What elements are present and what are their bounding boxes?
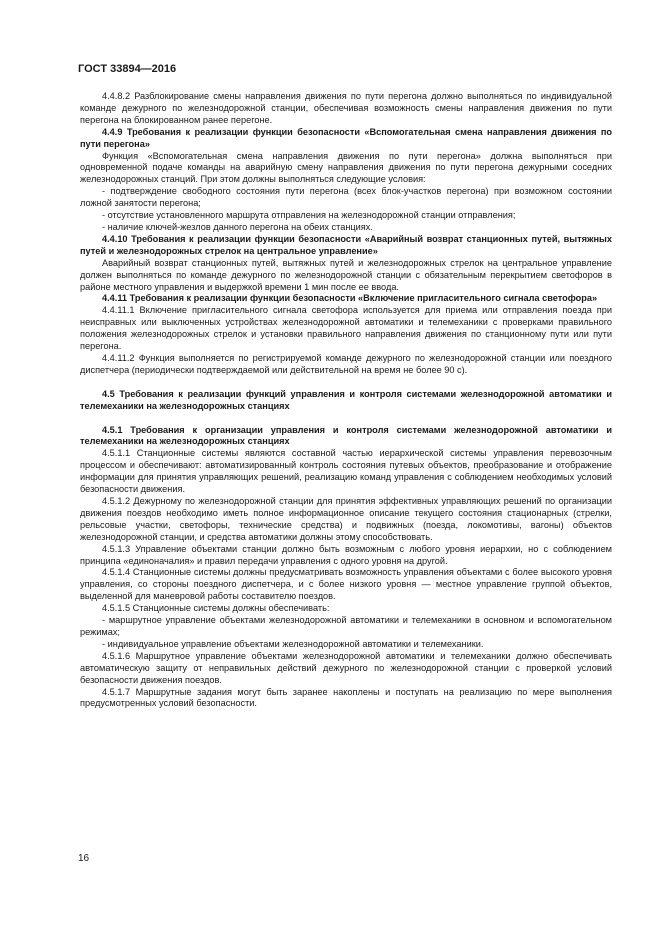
list-item: - наличие ключей-жезлов данного перегона на обеих станциях. [102, 221, 373, 232]
paragraph: 4.5.1.1 Станционные системы являются составной частью иерархической системы управления перевозочным процессом и обеспечивают: автоматизированный контроль состояния путевых объектов, преобразование и отображение информации для принятия управляющих решений, реализацию команд управления с соблюдением необходимых условий безопасности движения. [80, 448, 612, 495]
section-heading: 4.4.9 Требования к реализации функции безопасности «Вспомогательная смена направления движения по пути перегона» [80, 126, 612, 149]
paragraph: 4.4.11.2 Функция выполняется по регистрируемой команде дежурного по железнодорожной станции или поездного диспетчера (периодически подтверждаемой или действительной на время не более 90 с). [80, 352, 612, 375]
paragraph: 4.5.1.2 Дежурному по железнодорожной станции для принятия эффективных управляющих решений по организации движения поездов необходимо иметь полное информационное описание текущего состояния стационарных (стрелки, рельсовые участки, светофоры, технические средства) и подвижных (поезда, локомотивы, вагоны) объектов железнодорожной станции, и средства автоматики должны этому способствовать. [80, 496, 612, 542]
section-heading: 4.5 Требования к реализации функций управления и контроля системами железнодорожной автоматики и телемеханики на железнодорожных станциях [80, 388, 612, 411]
document-body [80, 91, 612, 710]
paragraph: 4.5.1.4 Станционные системы должны предусматривать возможность управления объектами с более высокого уровня управления, со стороны поездного диспетчера, и с более низкого уровня — местное управление группой объектов, выделенной для маневровой работы составителю поездов. [80, 567, 612, 602]
page-number: 16 [78, 853, 90, 864]
paragraph: 4.5.1.5 Станционные системы должны обеспечивать: [102, 603, 330, 614]
section-heading: 4.4.10 Требования к реализации функции безопасности «Аварийный возврат станционных путей, вытяжных путей и железнодорожных стрелок на центральное управление» [80, 233, 612, 256]
document-header: ГОСТ 33894—2016 [78, 63, 177, 75]
paragraph: Аварийный возврат станционных путей, вытяжных путей и железнодорожных стрелок на центральное управление должен выполняться по команде дежурного по железнодорожной станции с обязательным перекрытием светофоров в районе местного управления и выдержкой времени 1 мин после ее ввода. [80, 257, 612, 292]
section-heading: 4.5.1 Требования к организации управления и контроля системами железнодорожной автоматики и телемеханики на железнодорожных станциях [80, 424, 612, 447]
list-item: - индивидуальное управление объектами железнодорожной автоматики и телемеханики. [102, 638, 484, 649]
paragraph: 4.5.1.3 Управление объектами станции должно быть возможным с любого уровня иерархии, но с соблюдением принципа «единоначалия» и правил передачи управления с одного уровня на другой. [80, 543, 612, 566]
list-item: - маршрутное управление объектами железнодорожной автоматики и телемеханики в основном и вспомогательном режимах; [80, 615, 612, 637]
paragraph: 4.5.1.7 Маршрутные задания могут быть заранее накоплены и поступать на реализацию по мере выполнения предусмотренных условий безопасности. [80, 686, 612, 709]
paragraph: 4.4.11.1 Включение пригласительного сигнала светофора используется для приема или отправления поезда при неисправных или выключенных устройствах железнодорожной автоматики и телемеханики с проверками правильного положения железнодорожных стрелок и установки правильного направления движения по станционному пути или пути перегона. [80, 305, 612, 352]
paragraph: 4.5.1.6 Маршрутное управление объектами железнодорожной автоматики и телемеханики должно обеспечивать автоматическую защиту от неправильных действий дежурного по железнодорожной станции с проверкой условий безопасности движения поездов. [80, 650, 612, 685]
list-item: - подтверждение свободного состояния пути перегона (всех блок-участков перегона) при возможном состоянии ложной занятости перегона; [80, 186, 612, 209]
section-heading: 4.4.11 Требования к реализации функции безопасности «Включение пригласительного сигнала светофора» [102, 293, 598, 304]
paragraph: 4.4.8.2 Разблокирование смены направления движения по пути перегона должно выполняться по индивидуальной команде дежурного по железнодорожной станции, обеспечивая возможность смены направления движения по пути перегона на блокированном ранее перегоне. [80, 91, 612, 125]
list-item: - отсутствие установленного маршрута отправления на железнодорожной станции отправления; [102, 210, 516, 221]
paragraph: Функция «Вспомогательная смена направления движения по пути перегона» должна выполняться при одновременной подаче команды на аварийную смену направления движения по пути перегона дежурными соседних железнодорожных станций. При этом должны выполняться следующие условия: [80, 150, 612, 185]
